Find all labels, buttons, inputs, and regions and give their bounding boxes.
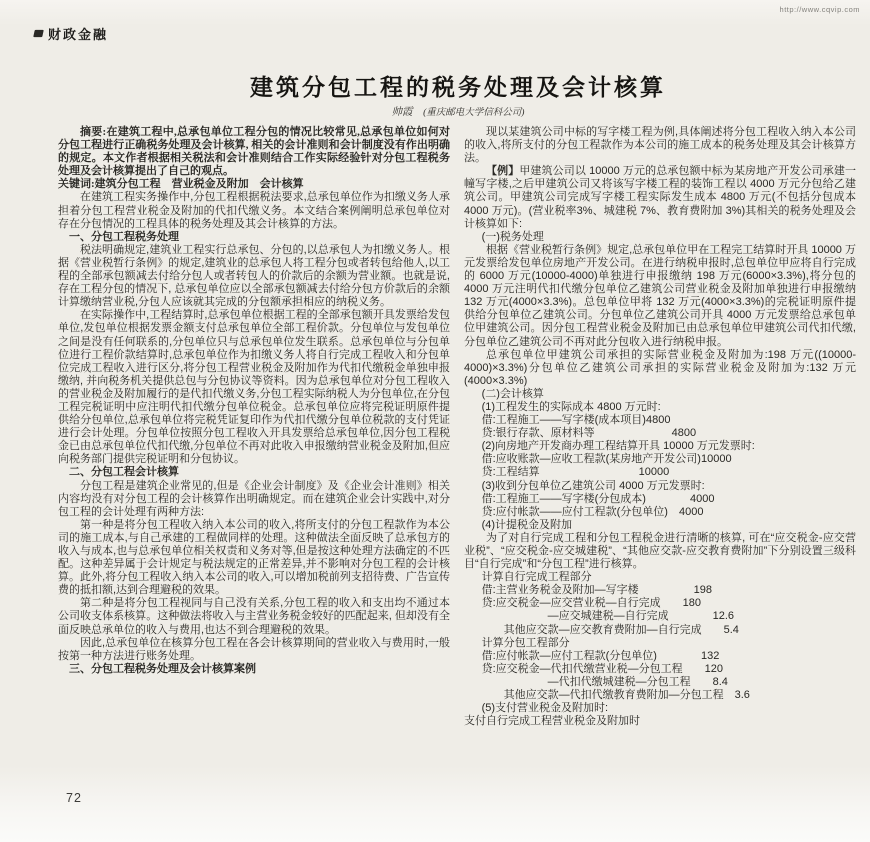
journal-entry-line: 其他应交款—代扣代缴教育费附加—分包工程 3.6: [481, 689, 750, 702]
heading-section-1: 一、分包工程税务处理: [69, 230, 179, 243]
paragraph: 根据《营业税暂行条例》规定,总承包单位甲在工程完工结算时开具 10000 万元发票给发包单位房地产开发公司。在进行纳税申报时,总包单位甲应将自行完成的 6000 万元(10000-4000)单独进行申报缴纳 198 万元(6000×3.3%),将分包的 4000 万元注明代扣代缴分包单位乙建筑公司营业税金及附加单独进行申报缴纳 132 万元(4000×3.3%)。总包单位甲将 132 万元(4000×3.3%)的完税证明原件提供给分包单位乙建筑公司。分包单位乙建筑公司开具 4000 万元发票给总承包单位甲建筑公司。因分包工程营业税金及附加已由总承包单位甲建筑公司代扣代缴,分包单位乙建筑公司不再对此分包收入进行纳税申报。: [464, 243, 856, 348]
journal-entry-line: (2)向房地产开发商办理工程结算开具 10000 万元发票时:: [481, 440, 755, 453]
right-column: [464, 126, 856, 728]
paragraph: 在实际操作中,工程结算时,总承包单位根据工程的全部承包额开具发票给发包单位,发包单位根据发票金额支付总承包单位全部工程价款。分包单位与发包单位之间是没有任何联系的,分包单位只与总承包单位发生联系。总承包单位与分包单位进行工程价款结算时,总承包单位作为扣缴义务人将自行完成工程收入和分包单位完成工程收入进行区分,将分包工程营业税金及附加作为代扣代缴税金单独申报缴纳, 并向税务机关提供总包与分包协议等资料。因为总承包单位对分包工程收入的营业税金及附加履行的是代扣代缴义务,分包工程实际纳税人为分包单位,在分包工程完税证明中应注明代扣代缴分包单位税金。总承包单位应将完税证明原件提供给分包单位,总承包单位将完税凭证复印作为代扣代缴分包单位税款的支付凭证进行会计处理。分包单位按照分包工程收入开具发票给总承包单位,因分包工程税金已由总承包单位代扣代缴,分包单位不再对此收入申报缴纳营业税金及附加,但应向税务部门提供完税证明和分包协议。: [58, 309, 450, 466]
journal-entry-line: 计算分包工程部分: [481, 636, 570, 649]
journal-entry-line: 借:主营业务税金及附加—写字楼 198: [481, 584, 713, 597]
journal-entry-line: 贷:银行存款、原材料等 4800: [481, 427, 697, 440]
heading-section-2: 二、分包工程会计核算: [69, 466, 179, 479]
article-title: 建筑分包工程的税务处理及会计核算: [250, 74, 666, 100]
article-body: [58, 126, 856, 728]
journal-entry-line: —代扣代缴城建税—分包工程 8.4: [481, 675, 728, 688]
paragraph: 税法明确规定,建筑业工程实行总承包、分包的,以总承包人为扣缴义务人。根据《营业税暂行条例》的规定,建筑业的总承包人将工程分包或者转包给他人,以工程的全部承包额减去付给分包人或者转包人的价款后的余额为营业额。也就是说,存在工程分包的情况下, 总承包单位应以全部承包额减去付给分包方价款后的余额计算缴纳营业税,分包人应该就其完成的分包额承担相应的纳税义务。: [58, 243, 450, 309]
paragraph: 为了对自行完成工程和分包工程税金进行清晰的核算, 可在“应交税金-应交营业税”、“应交税金-应交城建税”、“其他应交款-应交教育费附加”下分别设置三级科目“自行完成”和“分包工程”进行核算。: [464, 531, 856, 571]
journal-entry-line: (4)计提税金及附加: [481, 518, 573, 531]
article-byline: [60, 104, 856, 119]
author-name: 帅霞: [391, 107, 413, 118]
journal-entry-line: 贷:应交税金—应交营业税—自行完成 180: [481, 597, 702, 610]
journal-entry-line: 借:应付帐款—应付工程款(分包单位) 132: [481, 649, 720, 662]
journal-entry-line: 支付自行完成工程营业税金及附加时: [464, 715, 640, 728]
left-column: [58, 126, 450, 728]
journal-entry-line: (5)支付营业税金及附加时:: [481, 702, 609, 715]
section-header: [34, 24, 108, 43]
paragraph: 因此,总承包单位在核算分包工程在各会计核算期间的营业收入与费用时,一般按第一种方法进行账务处理。: [58, 636, 450, 662]
journal-entry-line: 计算自行完成工程部分: [481, 571, 592, 584]
keywords: 关键词:建筑分包工程 营业税金及附加 会计核算: [58, 178, 304, 191]
page-number: 72: [66, 791, 82, 805]
paragraph: 现以某建筑公司中标的写字楼工程为例,具体阐述将分包工程收入纳入本公司的收入,将所支付的分包工程款作为本公司的施工成本的税务处理及其会计核算方法。: [464, 126, 856, 165]
journal-entry-line: 贷:应付帐款——应付工程款(分包单位) 4000: [481, 505, 704, 518]
intro-paragraph: 在建筑工程实务操作中,分包工程根据税法要求,总承包单位作为扣缴义务人承担着分包工程营业税金及附加的代扣代缴义务。本文结合案例阐明总承包单位对存在分包情况的工程具体的税务处理及其会计核算的方法。: [58, 191, 450, 230]
journal-entry-line: 借:应收账款—应收工程款(某房地产开发公司)10000: [481, 453, 732, 466]
paragraph: 第一种是将分包工程收入纳入本公司的收入,将所支付的分包工程款作为本公司的施工成本,与自己承建的工程做同样的处理。这种做法全面反映了总承包方的收入与成本,也与总承包单位相关权责和义务对等,但是按这种处理方法确定的不匹配。这种差异属于会计规定与税法规定的正常差异,并不影响对分包工程的会计核算。此外,将分包工程收入纳入本公司的收入,可以增加税前列支招待费、广告宣传费的抵扣额,达到合理避税的效果。: [58, 518, 450, 597]
example-paragraph: [464, 165, 856, 230]
example-text: 甲建筑公司以 10000 万元的总承包额中标为某房地产开发公司承建一幢写字楼,之后甲建筑公司又将该写字楼工程的装饰工程以 4000 万元分包给乙建筑公司。甲建筑公司完成写字楼工程实际发生成本 4800 万元(不包括分包成本 4000 万元)。(营业税率3%、城建税 7%、教育费附加 3%)其相关的税务处理及会计核算如下:: [464, 165, 857, 230]
paragraph: 分包工程是建筑企业常见的,但是《企业会计制度》及《企业会计准则》相关内容均没有对分包工程的会计核算作出明确规定。而在建筑企业会计实践中,对分包工程的会计处理有两种方法:: [58, 479, 450, 518]
abstract: 摘要:在建筑工程中,总承包单位工程分包的情况比较常见,总承包单位如何对分包工程进行正确税务处理及会计核算, 相关的会计准则和会计制度没有作出明确的规定。本文作者根据相关税法和会计准则结合工作实际经验针对分包工程税务处理及会计核算提出了自己的观点。: [58, 126, 450, 178]
example-label: 【例】: [486, 165, 520, 178]
journal-entry-line: 贷:应交税金—代扣代缴营业税—分包工程 120: [481, 662, 724, 675]
journal-entry-line: 借:工程施工——写字楼(成本项目)4800: [481, 414, 671, 427]
journal-entry-line: 借:工程施工——写字楼(分包成本) 4000: [481, 492, 715, 505]
heading-section-3: 三、分包工程税务处理及会计核算案例: [69, 662, 256, 675]
heading-tax-treatment: (一)税务处理: [481, 230, 544, 243]
paragraph: 第二种是将分包工程视同与自己没有关系,分包工程的收入和支出均不通过本公司收支体系核算。这种做法将收入与主营业务税金较好的匹配起来, 但却没有全面反映总承单位的收入与费用,也达不到合理避税的效果。: [58, 597, 450, 636]
journal-entry-line: 其他应交款—应交教育费附加—自行完成 5.4: [481, 623, 739, 636]
journal-entry-line: (3)收到分包单位乙建筑公司 4000 万元发票时:: [481, 479, 705, 492]
paragraph: 总承包单位甲建筑公司承担的实际营业税金及附加为:198 万元((10000-4000)×3.3%)分包单位乙建筑公司承担的实际营业税金及附加为:132 万元(4000×3.3%): [464, 348, 856, 387]
journal-entry-line: —应交城建税—自行完成 12.6: [481, 610, 735, 623]
author-affiliation: (重庆邮电大学信科公司): [423, 108, 525, 118]
heading-accounting: (二)会计核算: [481, 387, 544, 400]
journal-entry-line: 贷:工程结算 10000: [481, 466, 670, 479]
source-url[interactable]: http://www.cqvip.com: [779, 5, 860, 14]
journal-entry-line: (1)工程发生的实际成本 4800 万元时:: [481, 400, 661, 413]
section-label: 财政金融: [48, 27, 109, 42]
journal-mark-icon: [33, 30, 44, 37]
